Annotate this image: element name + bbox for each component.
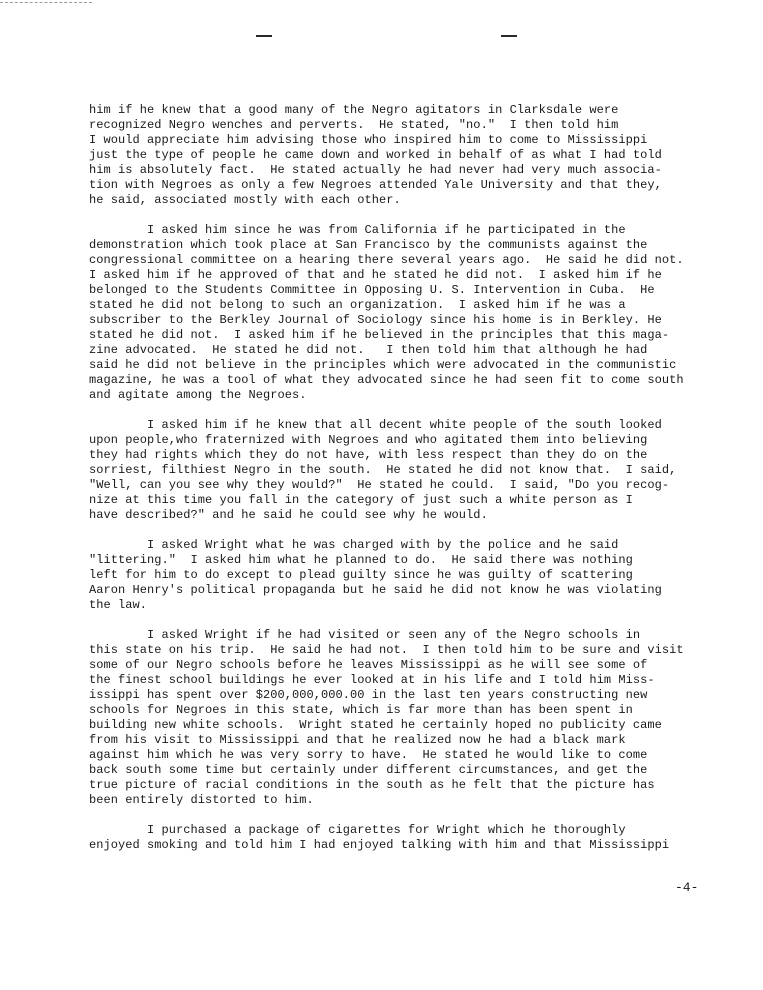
text-line: they had rights which they do not have, with less respect than they do on the — [89, 448, 648, 462]
text-line: zine advocated. He stated he did not. I then told him that although he had — [89, 343, 648, 357]
text-line: back south some time but certainly under different circumstances, and get the — [89, 763, 648, 777]
text-line: stated he did not belong to such an organization. I asked him if he was a — [89, 298, 626, 312]
text-line: Aaron Henry's political propaganda but he said he did not know he was violating — [89, 583, 662, 597]
document-body — [89, 103, 714, 853]
paragraph-2 — [89, 223, 714, 403]
text-line: I purchased a package of cigarettes for Wright which he thoroughly — [89, 823, 626, 837]
text-line: tion with Negroes as only a few Negroes attended Yale University and that they, — [89, 178, 662, 192]
text-line: I asked him if he knew that all decent white people of the south looked — [89, 418, 662, 432]
text-line: subscriber to the Berkley Journal of Sociology since his home is in Berkley. He — [89, 313, 662, 327]
text-line: building new white schools. Wright stated he certainly hoped no publicity came — [89, 718, 662, 732]
text-line: said he did not believe in the principles which were advocated in the communistic — [89, 358, 677, 372]
text-line: stated he did not. I asked him if he believed in the principles that this maga- — [89, 328, 670, 342]
text-line: have described?" and he said he could see why he would. — [89, 508, 488, 522]
text-line: upon people,who fraternized with Negroes and who agitated them into believing — [89, 433, 648, 447]
text-line: this state on his trip. He said he had not. I then told him to be sure and visit — [89, 643, 684, 657]
text-line: I asked Wright what he was charged with by the police and he said — [89, 538, 619, 552]
text-line: enjoyed smoking and told him I had enjoyed talking with him and that Mississippi — [89, 838, 670, 852]
text-line: left for him to do except to plead guilty since he was guilty of scattering — [89, 568, 633, 582]
text-line: the law. — [89, 598, 148, 612]
text-line: I asked him since he was from California if he participated in the — [89, 223, 626, 237]
text-line: some of our Negro schools before he leaves Mississippi as he will see some of — [89, 658, 648, 672]
text-line: true picture of racial conditions in the south as he felt that the picture has — [89, 778, 655, 792]
scan-edge-dashes — [0, 2, 92, 3]
text-line: belonged to the Students Committee in Opposing U. S. Intervention in Cuba. He — [89, 283, 655, 297]
text-line: I asked Wright if he had visited or seen any of the Negro schools in — [89, 628, 641, 642]
text-line: and agitate among the Negroes. — [89, 388, 307, 402]
text-line: the finest school buildings he ever looked at in his life and I told him Miss- — [89, 673, 655, 687]
text-line: been entirely distorted to him. — [89, 793, 314, 807]
text-line: "littering." I asked him what he planned to do. He said there was nothing — [89, 553, 633, 567]
header-rule-left — [256, 35, 272, 37]
page-number: -4- — [675, 880, 699, 895]
header-rule-right — [501, 35, 517, 37]
text-line: sorriest, filthiest Negro in the south. He stated he did not know that. I said, — [89, 463, 677, 477]
text-line: nize at this time you fall in the category of just such a white person as I — [89, 493, 633, 507]
text-line: "Well, can you see why they would?" He stated he could. I said, "Do you recog- — [89, 478, 670, 492]
text-line: magazine, he was a tool of what they advocated since he had seen fit to come south — [89, 373, 684, 387]
text-line: recognized Negro wenches and perverts. He stated, "no." I then told him — [89, 118, 619, 132]
paragraph-1 — [89, 103, 714, 208]
paragraph-5 — [89, 628, 714, 808]
text-line: against him which he was very sorry to have. He stated he would like to come — [89, 748, 648, 762]
text-line: him if he knew that a good many of the Negro agitators in Clarksdale were — [89, 103, 619, 117]
paragraph-6 — [89, 823, 714, 853]
text-line: I would appreciate him advising those who inspired him to come to Mississippi — [89, 133, 648, 147]
text-line: from his visit to Mississippi and that he realized now he had a black mark — [89, 733, 626, 747]
text-line: he said, associated mostly with each other. — [89, 193, 401, 207]
text-line: schools for Negroes in this state, which is far more than has been spent in — [89, 703, 633, 717]
text-line: demonstration which took place at San Francisco by the communists against the — [89, 238, 648, 252]
paragraph-3 — [89, 418, 714, 523]
text-line: just the type of people he came down and worked in behalf of as what I had told — [89, 148, 662, 162]
text-line: I asked him if he approved of that and he stated he did not. I asked him if he — [89, 268, 662, 282]
text-line: congressional committee on a hearing there several years ago. He said he did not. — [89, 253, 684, 267]
text-line: him is absolutely fact. He stated actually he had never had very much associa- — [89, 163, 662, 177]
text-line: issippi has spent over $200,000,000.00 in the last ten years constructing new — [89, 688, 648, 702]
paragraph-4 — [89, 538, 714, 613]
